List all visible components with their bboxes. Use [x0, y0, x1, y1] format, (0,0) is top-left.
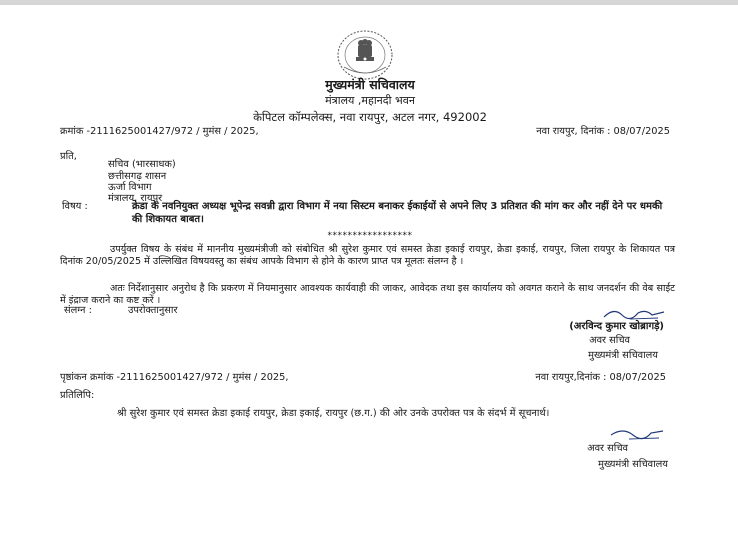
recipient-line: सचिव (भारसाधक)	[108, 159, 176, 170]
office-title: मुख्यमंत्री सचिवालय	[325, 77, 415, 92]
recipient-line: ऊर्जा विभाग	[108, 182, 152, 193]
signature-icon	[600, 303, 670, 323]
copy-label: प्रतिलिपि:	[60, 390, 95, 401]
office-building: मंत्रालय ,महानदी भवन	[325, 94, 415, 107]
recipient-label: प्रति,	[60, 151, 77, 162]
signatory-name: (अरविन्द कुमार खोब्रागड़े)	[569, 321, 664, 332]
body-paragraph-2: अतः निर्देशानुसार अनुरोध है कि प्रकरण में नियमानुसार आवश्यक कार्यवाही की जाकर, आवेदक तथा इस कार्यालय को अवगत कराने के साथ जनदर्शन की वेब साईट में इंद्राज कराने का कष्ट करें ।	[60, 283, 675, 306]
reference-number: क्रमांक -2111625001427/972 / मुमंस / 2025,	[60, 126, 259, 137]
subject-label: विषय :	[62, 201, 88, 212]
enclosure-label: संलग्न :	[64, 305, 92, 316]
letter-page	[60, 5, 680, 538]
body-paragraph-1: उपर्युक्त विषय के संबंध में माननीय मुख्यमंत्रीजी को संबोधित श्री सुरेश कुमार एवं समस्त क्रेडा इकाई रायपुर, क्रेडा इकाई, रायपुर, जिला रायपुर के शिकायत पत्र दिनांक 20/05/2025 में उल्लिखित विषयवस्तु का संबंध आपके विभाग से होने के कारण प्राप्त पत्र मूलतः संलग्न है ।	[60, 244, 675, 267]
signatory-title: अवर सचिव	[589, 335, 630, 346]
enclosure-value: उपरोक्तानुसार	[128, 305, 178, 316]
recipient-line: छत्तीसगढ़ शासन	[108, 171, 167, 182]
signatory-title: अवर सचिव	[587, 443, 628, 454]
office-address: केपिटल कॉम्पलेक्स, नवा रायपुर, अटल नगर, 492002	[253, 110, 487, 124]
signatory-office: मुख्यमंत्री सचिवालय	[598, 459, 668, 470]
separator: *****************	[327, 231, 413, 241]
endorsement-number: पृष्ठांकन क्रमांक -2111625001427/972 / मुमंस / 2025,	[60, 372, 289, 383]
subject-text: क्रेडा के नवनियुक्त अध्यक्ष भूपेन्द्र सवन्नी द्वारा विभाग में नया सिस्टम बनाकर ईकाईयों से अपने लिए 3 प्रतिशत की मांग कर और नहीं देने पर धमकी की शिकायत बाबत।	[132, 201, 663, 225]
recipient-line: मंत्रालय, रायपुर	[108, 193, 163, 204]
signatory-office: मुख्यमंत्री सचिवालय	[588, 350, 658, 361]
signature-icon	[605, 425, 667, 443]
state-emblem-icon	[330, 27, 400, 83]
reference-date: नवा रायपुर, दिनांक : 08/07/2025	[536, 126, 670, 137]
endorsement-date: नवा रायपुर,दिनांक : 08/07/2025	[535, 372, 666, 383]
copy-text: श्री सुरेश कुमार एवं समस्त क्रेडा इकाई रायपुर, क्रेडा इकाई, रायपुर (छ.ग.) की ओर उनके उपरोक्त पत्र के संदर्भ में सूचनार्थ।	[117, 408, 550, 419]
